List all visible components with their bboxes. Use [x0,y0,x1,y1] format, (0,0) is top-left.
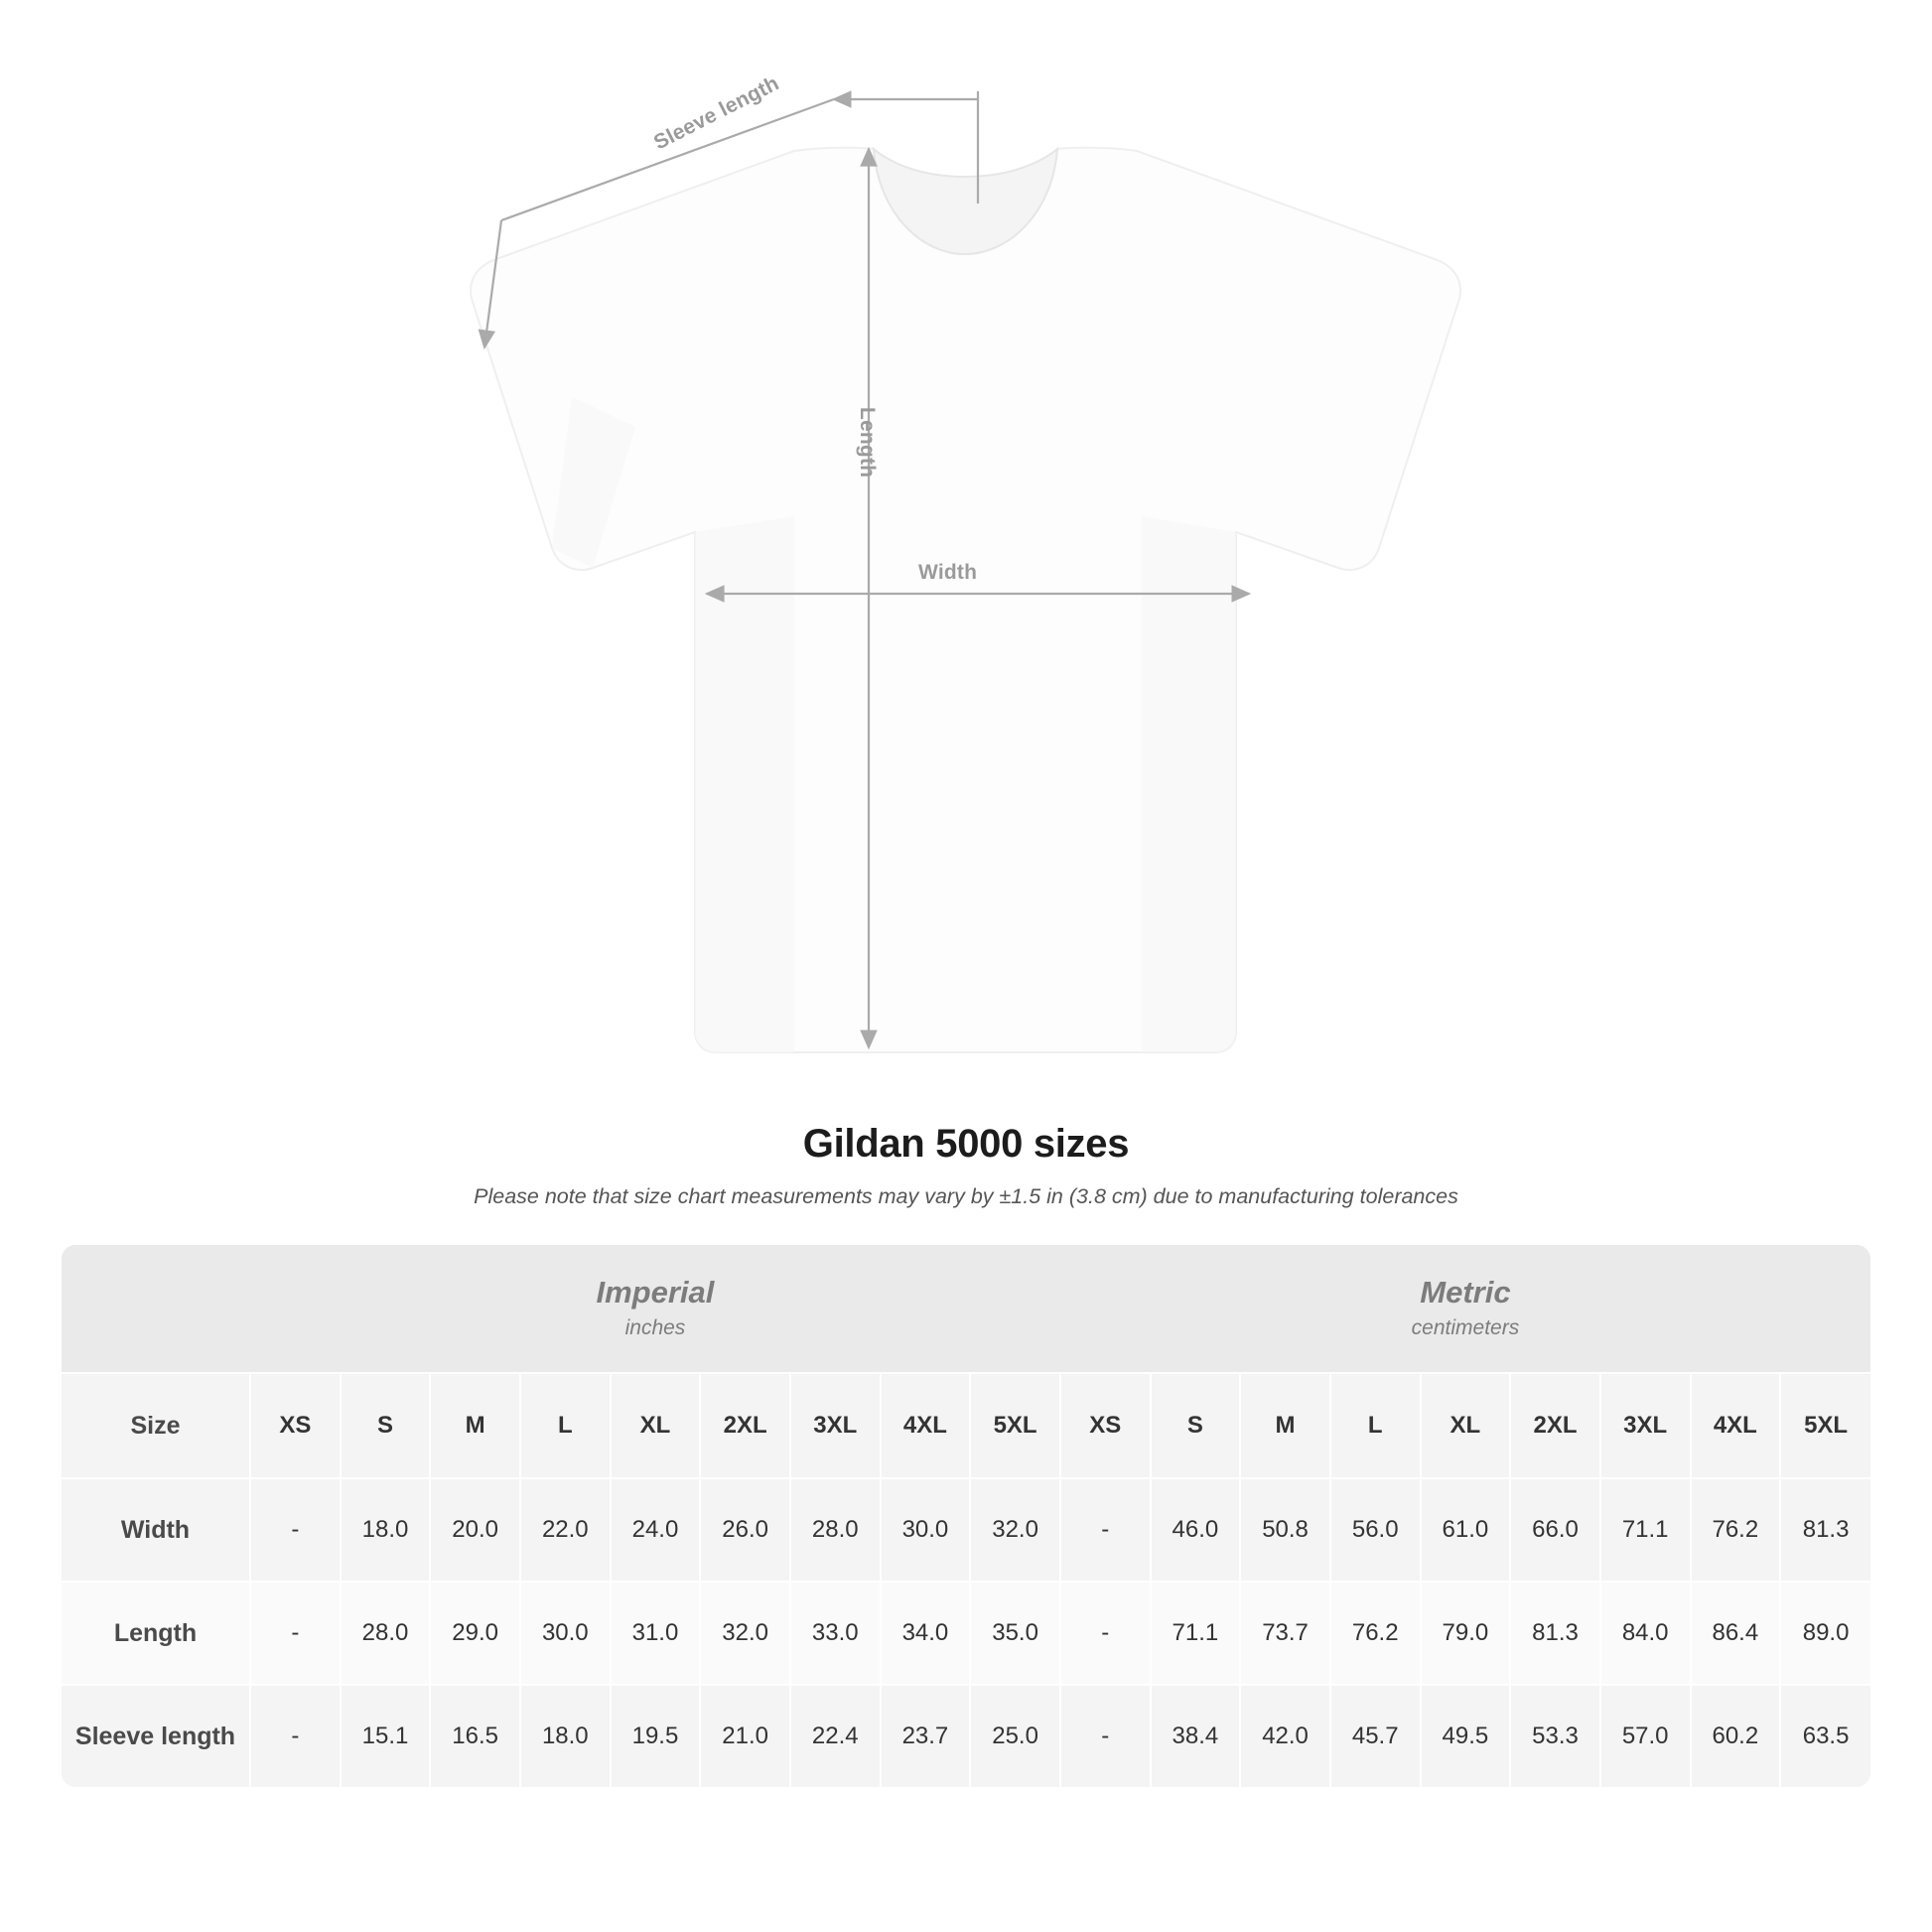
cell-sleeve-metric-s: 38.4 [1151,1685,1241,1787]
unit-system-imperial-name: Imperial [596,1274,715,1310]
cell-sleeve-imperial-l: 18.0 [520,1685,611,1787]
cell-length-metric-5xl: 89.0 [1780,1582,1870,1685]
cell-length-imperial-2xl: 32.0 [700,1582,790,1685]
header-metric-2xl: 2XL [1510,1373,1600,1478]
header-imperial-xs: XS [250,1373,341,1478]
cell-length-imperial-4xl: 34.0 [881,1582,971,1685]
unit-system-imperial-sub: inches [624,1315,686,1339]
cell-sleeve-imperial-s: 15.1 [341,1685,431,1787]
cell-length-metric-2xl: 81.3 [1510,1582,1600,1685]
cell-width-imperial-5xl: 32.0 [970,1478,1060,1582]
title-block [0,1122,1932,1209]
header-metric-5xl: 5XL [1780,1373,1870,1478]
header-imperial-5xl: 5XL [970,1373,1060,1478]
cell-length-imperial-xl: 31.0 [611,1582,701,1685]
length-dimension-label: Length [856,407,879,479]
width-dimension-label: Width [918,561,978,584]
unit-system-metric-sub: centimeters [1411,1315,1520,1339]
cell-width-metric-l: 56.0 [1330,1478,1421,1582]
cell-length-imperial-xs: - [250,1582,341,1685]
row-label-width: Width [62,1478,250,1582]
cell-sleeve-imperial-m: 16.5 [430,1685,520,1787]
cell-sleeve-metric-2xl: 53.3 [1510,1685,1600,1787]
row-label-length: Length [62,1582,250,1685]
unit-system-metric [1060,1245,1870,1373]
cell-length-metric-xs: - [1060,1582,1151,1685]
header-metric-s: S [1151,1373,1241,1478]
header-imperial-4xl: 4XL [881,1373,971,1478]
tolerance-note: Please note that size chart measurements may vary by ±1.5 in (3.8 cm) due to manufacturing tolerances [474,1184,1458,1208]
size-chart-table [62,1245,1870,1787]
cell-length-metric-4xl: 86.4 [1691,1582,1781,1685]
unit-system-imperial [250,1245,1060,1373]
cell-width-imperial-xl: 24.0 [611,1478,701,1582]
cell-length-metric-l: 76.2 [1330,1582,1421,1685]
cell-width-imperial-xs: - [250,1478,341,1582]
table-row [62,1478,1870,1582]
cell-sleeve-metric-3xl: 57.0 [1600,1685,1691,1787]
cell-length-imperial-5xl: 35.0 [970,1582,1060,1685]
header-imperial-s: S [341,1373,431,1478]
header-imperial-xl: XL [611,1373,701,1478]
cell-sleeve-imperial-xl: 19.5 [611,1685,701,1787]
header-size: Size [62,1373,250,1478]
cell-length-imperial-l: 30.0 [520,1582,611,1685]
cell-sleeve-metric-l: 45.7 [1330,1685,1421,1787]
cell-sleeve-imperial-3xl: 22.4 [790,1685,881,1787]
cell-length-imperial-s: 28.0 [341,1582,431,1685]
cell-width-metric-3xl: 71.1 [1600,1478,1691,1582]
cell-length-metric-3xl: 84.0 [1600,1582,1691,1685]
cell-sleeve-imperial-4xl: 23.7 [881,1685,971,1787]
cell-width-imperial-4xl: 30.0 [881,1478,971,1582]
unit-system-row [62,1245,1870,1373]
row-label-sleeve-length: Sleeve length [62,1685,250,1787]
cell-sleeve-metric-xl: 49.5 [1421,1685,1511,1787]
cell-sleeve-imperial-2xl: 21.0 [700,1685,790,1787]
header-metric-xl: XL [1421,1373,1511,1478]
cell-sleeve-metric-4xl: 60.2 [1691,1685,1781,1787]
cell-width-metric-2xl: 66.0 [1510,1478,1600,1582]
cell-width-metric-s: 46.0 [1151,1478,1241,1582]
header-imperial-l: L [520,1373,611,1478]
cell-sleeve-metric-m: 42.0 [1240,1685,1330,1787]
cell-sleeve-metric-5xl: 63.5 [1780,1685,1870,1787]
cell-width-metric-5xl: 81.3 [1780,1478,1870,1582]
cell-width-imperial-s: 18.0 [341,1478,431,1582]
cell-length-metric-s: 71.1 [1151,1582,1241,1685]
header-metric-xs: XS [1060,1373,1151,1478]
header-metric-4xl: 4XL [1691,1373,1781,1478]
header-imperial-2xl: 2XL [700,1373,790,1478]
cell-sleeve-imperial-xs: - [250,1685,341,1787]
header-imperial-m: M [430,1373,520,1478]
header-imperial-3xl: 3XL [790,1373,881,1478]
unit-system-spacer [62,1245,250,1373]
cell-width-imperial-m: 20.0 [430,1478,520,1582]
cell-length-imperial-3xl: 33.0 [790,1582,881,1685]
cell-length-metric-m: 73.7 [1240,1582,1330,1685]
cell-width-imperial-2xl: 26.0 [700,1478,790,1582]
cell-width-imperial-l: 22.0 [520,1478,611,1582]
cell-length-metric-xl: 79.0 [1421,1582,1511,1685]
header-metric-m: M [1240,1373,1330,1478]
header-metric-3xl: 3XL [1600,1373,1691,1478]
table-row [62,1685,1870,1787]
page-title: Gildan 5000 sizes [802,1122,1130,1166]
cell-width-metric-xl: 61.0 [1421,1478,1511,1582]
sleeve-length-dimension-label: Sleeve length [650,71,783,155]
cell-width-metric-m: 50.8 [1240,1478,1330,1582]
table-header-row [62,1373,1870,1478]
header-metric-l: L [1330,1373,1421,1478]
cell-length-imperial-m: 29.0 [430,1582,520,1685]
cell-sleeve-metric-xs: - [1060,1685,1151,1787]
size-chart-table-wrapper [62,1245,1870,1787]
cell-width-metric-4xl: 76.2 [1691,1478,1781,1582]
cell-width-imperial-3xl: 28.0 [790,1478,881,1582]
unit-system-metric-name: Metric [1420,1274,1511,1310]
table-row [62,1582,1870,1685]
cell-width-metric-xs: - [1060,1478,1151,1582]
cell-sleeve-imperial-5xl: 25.0 [970,1685,1060,1787]
